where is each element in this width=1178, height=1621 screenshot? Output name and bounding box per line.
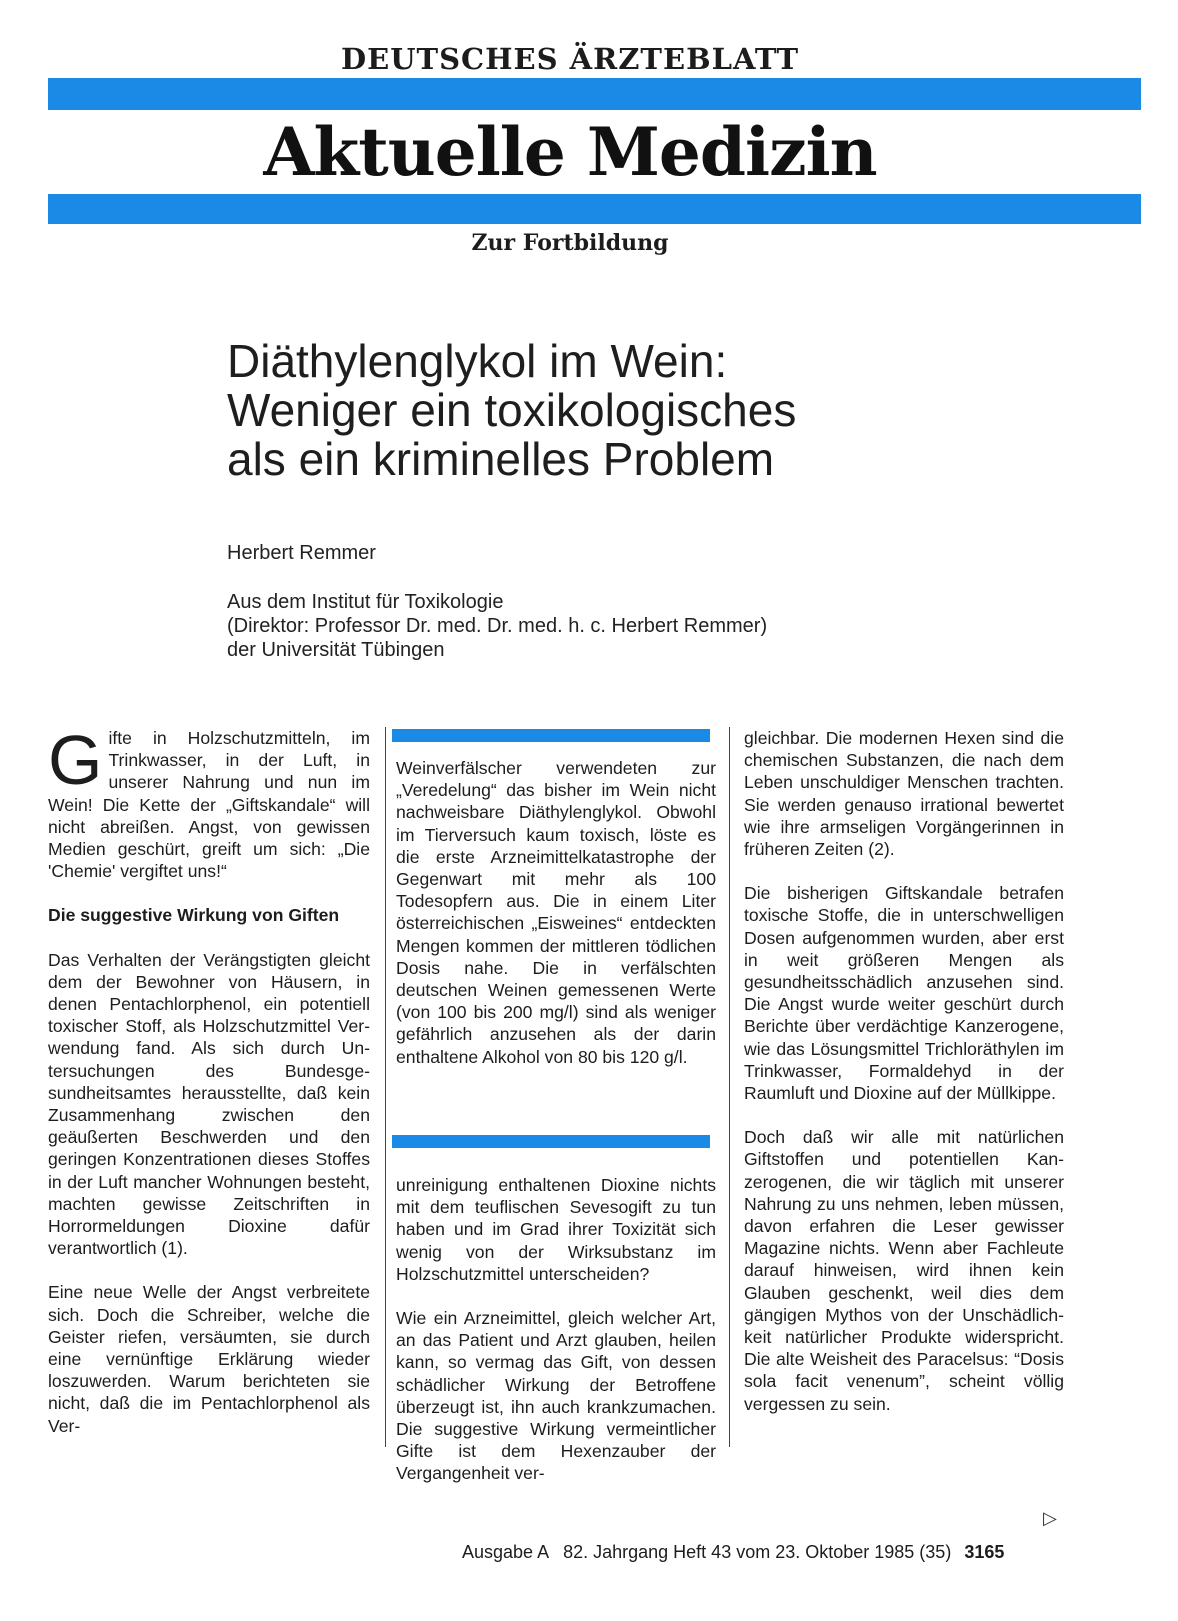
article-title: [227, 337, 987, 484]
column-2-bottom: [396, 1174, 716, 1507]
article-title-line: Weniger ein toxikologisches: [227, 384, 797, 436]
affiliation-line: der Universität Tübingen: [227, 639, 445, 661]
subheading: Die suggestive Wirkung von Giften: [48, 905, 340, 926]
drop-cap: G: [48, 721, 103, 799]
affiliation-line: (Direktor: Professor Dr. med. Dr. med. h. c. Herbert Remmer): [227, 615, 768, 637]
body-paragraph: Das Verhalten der Verängstigten gleicht dem der Bewohner von Häusern, in denen Pentachlorphenol, ein potentiell toxischer Stoff, als Holzschutzmittel Verwendung fand. Als sich durch Untersuchungen des Bundesgesundheitsamtes herausstellte, daß kein Zusammenhang zwischen den geäußerten Beschwerden und den geringen Konzentrationen dieses Stoffes in der Luft mancher Wohnungen besteht, machten gewisse Zeitschriften in Horrormeldungen Dioxine dafür verantwortlich (1).: [48, 949, 370, 1259]
body-paragraph: gleichbar. Die modernen Hexen sind die chemischen Substanzen, die nach dem Leben unschuldiger Menschen trachten. Sie werden genauso irrational bewertet wie ihre armseligen Vorgängerinnen in früheren Zeiten (2).: [744, 728, 1064, 860]
column-2-inset-bar-bottom: [392, 1135, 710, 1148]
author: Herbert Remmer: [227, 542, 376, 564]
issue-info: Ausgabe A 82. Jahrgang Heft 43 vom 23. Oktober 1985 (35): [462, 1542, 952, 1562]
affiliation-line: Aus dem Institut für Toxikologie: [227, 591, 504, 613]
journal-name: DEUTSCHES ÄRZTEBLATT: [340, 42, 800, 76]
body-paragraph: Weinverfälscher verwendeten zur „Veredelung“ das bisher im Wein nicht nachweisbare Diäthylenglykol. Obwohl im Tierversuch kaum toxisch, löste es die erste Arzneimittelkatastrophe der Gegenwart mit mehr als 100 Todesopfern aus. Die in einem Liter österreichischen „Eisweines“ entdeckten Mengen kommen der mittleren tödlichen Dosis nahe. Die in verfälschten deutschen Weinen gemessenen Werte (von 100 bis 200 mg/l) sind als weniger gefährlich anzusehen als der darin enthaltene Alkohol von 80 bis 120 g/l.: [396, 758, 716, 1067]
article-title-line: als ein kriminelles Problem: [227, 433, 775, 485]
section-title: Aktuelle Medizin: [263, 113, 877, 191]
continue-arrow-icon: ▷: [1043, 1508, 1057, 1528]
column-3: [744, 727, 1064, 1437]
body-paragraph: Die bisherigen Giftskandale betrafen toxische Stoffe, die in unterschwelligen Dosen aufgenommen wurden, aber erst in weit größeren Mengen als gesundheitsschädlich anzusehen sind. Die Angst wurde weiter geschürt durch Berichte über verdächtige Kanzerogene, wie das Lösungsmittel Trichloräthylen im Trinkwasser, Formaldehyd in der Raumluft und Dioxine auf der Müllkippe.: [744, 883, 1064, 1104]
intro-paragraph: [48, 721, 370, 882]
page-number: 3165: [964, 1542, 1005, 1562]
article-title-line: Diäthylenglykol im Wein:: [227, 335, 728, 387]
intro-text: ifte in Holzschutzmitteln, im Trinkwasser, in der Luft, in unserer Nahrung und nun im Wein! Die Kette der „Giftskandale“ will nicht abreißen. Angst, von gewissen Medien geschürt, greift um sich: „Die 'Chemie' vergiftet uns!“: [48, 728, 370, 882]
body-paragraph: Wie ein Arzneimittel, gleich welcher Art, an das Patient und Arzt glauben, heilen kann, so vermag das Gift, von dessen schädlicher Wirkung der Betroffene überzeugt ist, ihn auch krankzumachen. Die suggestive Wirkung vermeintlicher Gifte ist dem Hexenzauber der Vergangenheit ver-: [396, 1308, 716, 1484]
section-subtitle: Zur Fortbildung: [471, 230, 669, 256]
column-1: [48, 721, 370, 1459]
body-paragraph: unreinigung enthaltenen Dioxine nichts mit dem teuflischen Sevesogift zu tun haben und im Grad ihrer Toxizität sich wenig von der Wirksubstanz im Holzschutzmittel unterscheiden?: [396, 1175, 716, 1284]
affiliation: [227, 590, 767, 662]
header-bar-bottom: [48, 194, 1141, 224]
footer: [462, 1542, 1004, 1563]
column-2-top: [396, 757, 716, 1090]
column-rule-left: [385, 727, 386, 1447]
column-rule-right: [729, 727, 730, 1447]
header-bar-top: [48, 78, 1141, 110]
body-paragraph: Eine neue Welle der Angst verbreitete sich. Doch die Schreiber, welche die Geister riefen, versäumten, sie durch eine vernünftige Erklärung wieder loszuwerden. Warum berichteten sie nicht, daß die im Pentachlorphenol als Ver-: [48, 1282, 370, 1436]
body-paragraph: Doch daß wir alle mit natürlichen Giftstoffen und potentiellen Kanzerogenen, die wir täglich mit unserer Nahrung zu uns nehmen, leben müssen, davon erfahren die Leser gewisser Magazine nichts. Wenn aber Fachleute darauf hinweisen, wird ihnen kein Glauben geschenkt, weil dies dem gängigen Mythos von der Unschädlichkeit natürlicher Produkte widerspricht. Die alte Weisheit des Paracelsus: “Dosis sola facit venenum”, scheint völlig vergessen zu sein.: [744, 1127, 1064, 1414]
column-2-inset-bar-top: [392, 729, 710, 742]
